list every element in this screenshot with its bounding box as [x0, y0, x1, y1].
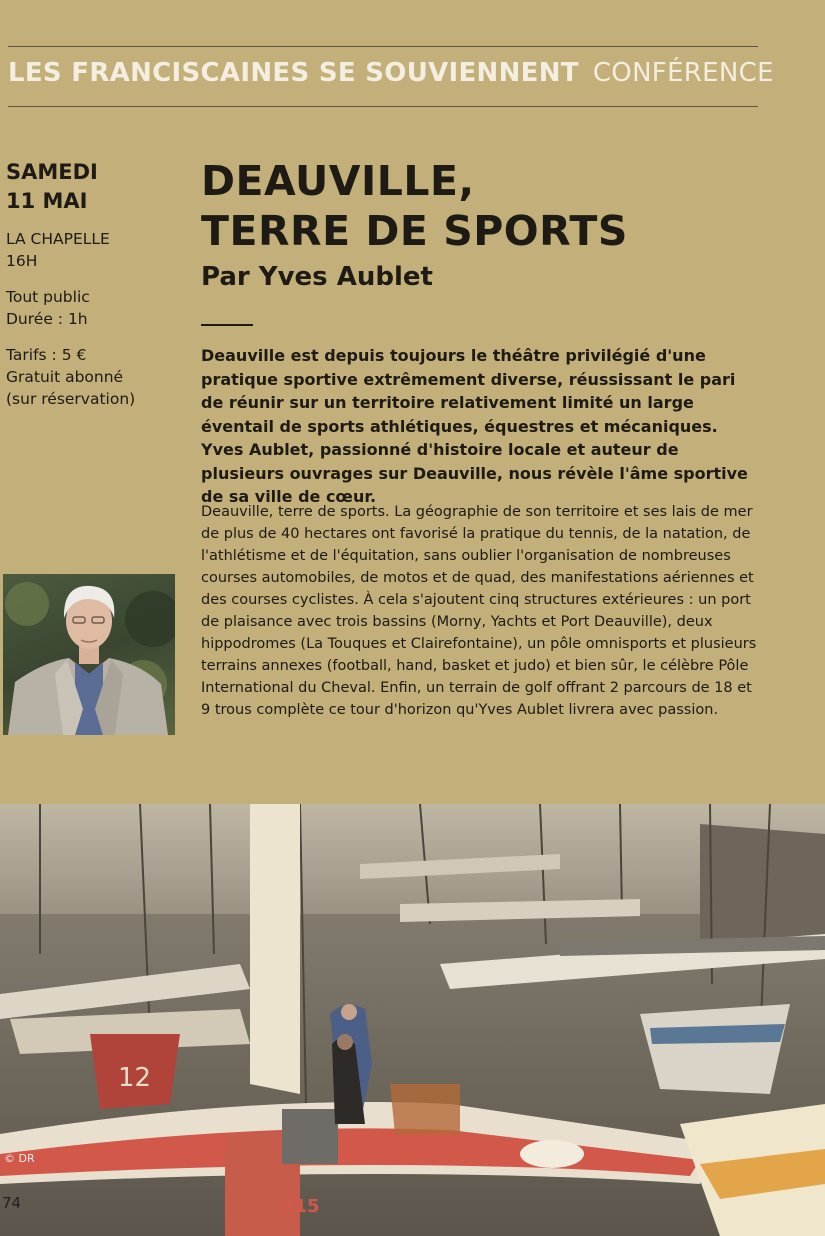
series-title: LES FRANCISCAINES SE SOUVIENNENT	[8, 58, 579, 88]
header-top-rule	[8, 46, 758, 47]
photo-credit: © DR	[4, 1152, 35, 1165]
title-divider	[201, 324, 253, 326]
duration: Durée : 1h	[6, 310, 88, 328]
venue: LA CHAPELLE	[6, 230, 110, 248]
event-location	[6, 228, 176, 272]
speaker-portrait-drawing	[3, 574, 175, 735]
event-date	[6, 158, 176, 216]
marina-drawing	[0, 804, 825, 1236]
title-line-2: TERRE DE SPORTS	[201, 207, 628, 255]
header-bottom-rule	[8, 106, 758, 107]
boat-number: 115	[282, 1196, 320, 1217]
event-info	[6, 158, 176, 424]
title-line-1: DEAUVILLE,	[201, 157, 475, 205]
category-label: CONFÉRENCE	[592, 58, 774, 88]
hull-number: 12	[118, 1063, 152, 1093]
section-header	[8, 58, 808, 88]
event-time: 16H	[6, 252, 38, 270]
page-number: 74	[2, 1194, 22, 1212]
event-day-month: 11 MAI	[6, 189, 88, 213]
article-body: Deauville, terre de sports. La géographie de son territoire et ses lais de mer de plus de 40 hectares ont favorisé la pratique du tennis, de la natation, de l'athlétisme et de l'équitation, sans oublier l'organisation de nombreuses courses automobiles, de motos et de quad, des manifestations aériennes et des courses cyclistes. À cela s'ajoutent cinq structures extérieures : un port de plaisance avec trois bassins (Morny, Yachts et Port Deauville), deux hippodromes (La Touques et Clairefontaine), un pôle omnisports et plusieurs terrains annexes (football, hand, basket et judo) et bien sûr, le célèbre Pôle International du Cheval. Enfin, un terrain de golf offrant 2 parcours de 18 et 9 trous complète ce tour d'horizon qu'Yves Aublet livrera avec passion.	[201, 504, 757, 718]
article-title	[201, 156, 801, 256]
speaker-portrait	[3, 574, 175, 735]
price: Tarifs : 5 €	[6, 346, 87, 364]
free-note: Gratuit abonné	[6, 368, 124, 386]
event-day: SAMEDI	[6, 160, 98, 184]
event-pricing	[6, 344, 176, 410]
article-lead: Deauville est depuis toujours le théâtre privilégié d'une pratique sportive extrêmement diverse, réussissant le pari de réunir sur un territoire relativement limité un large éventail de sports athlétiques, équestres et mécaniques. Yves Aublet, passionné d'histoire locale et auteur de plusieurs ouvrages sur Deauville, nous révèle l'âme sportive de sa ville de cœur.	[201, 346, 748, 506]
reservation-note: (sur réservation)	[6, 390, 136, 408]
article-byline: Par Yves Aublet	[201, 262, 433, 292]
audience: Tout public	[6, 288, 90, 306]
marina-photo	[0, 804, 825, 1236]
event-audience	[6, 286, 176, 330]
